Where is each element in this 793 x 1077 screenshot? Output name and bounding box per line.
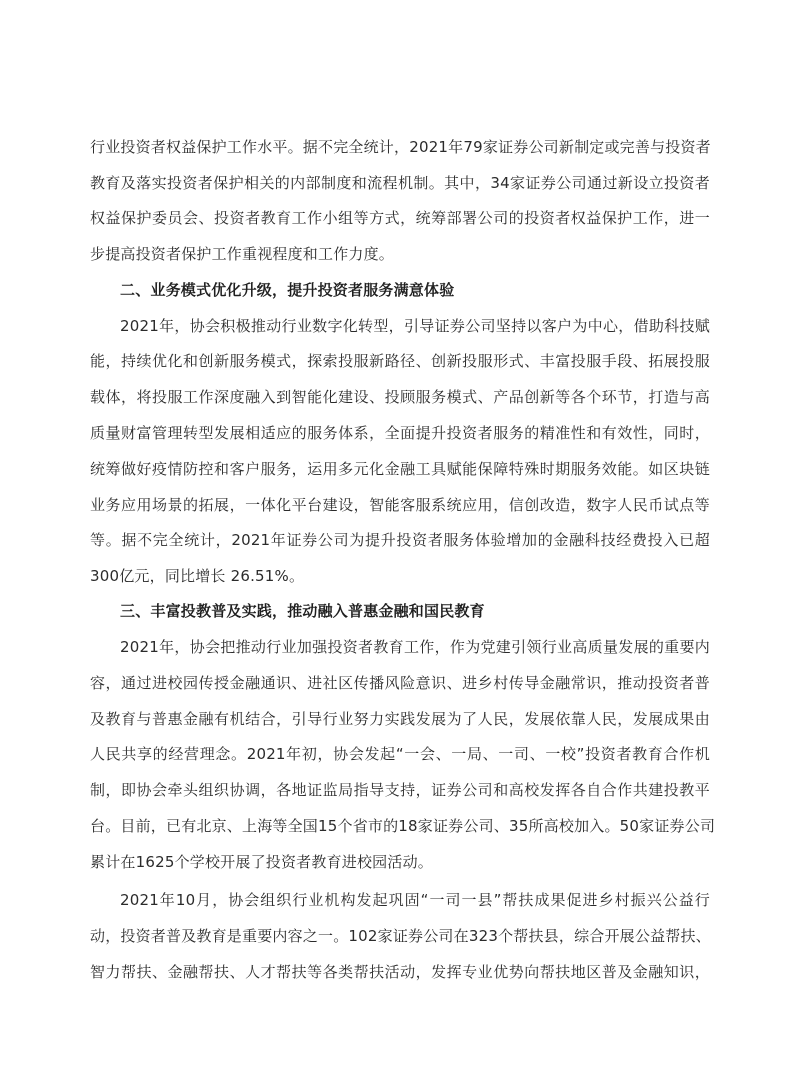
paragraph-1-line-3: 权益保护委员会、投资者教育工作小组等方式，统筹部署公司的投资者权益保护工作，进一 [90, 209, 710, 227]
paragraph-1-line-4: 步提高投资者保护工作重视程度和工作力度。 [90, 245, 395, 263]
section-heading-3: 三、丰富投教普及实践，推动融入普惠金融和国民教育 [120, 602, 485, 620]
paragraph-3-line-6: 台。目前，已有北京、上海等全国15个省市的18家证券公司、35所高校加入。50家证券公司 [90, 817, 716, 835]
paragraph-3-line-5: 制，即协会牵头组织协调，各地证监局指导支持，证券公司和高校发挥各自合作共建投教平 [90, 781, 710, 799]
paragraph-3-line-3: 及教育与普惠金融有机结合，引导行业努力实践发展为了人民，发展依靠人民，发展成果由 [90, 710, 710, 728]
paragraph-1-line-1: 行业投资者权益保护工作水平。据不完全统计，2021年79家证券公司新制定或完善与投资者 [90, 138, 711, 156]
section-heading-2: 二、业务模式优化升级，提升投资者服务满意体验 [120, 281, 455, 299]
paragraph-2-line-4: 质量财富管理转型发展相适应的服务体系，全面提升投资者服务的精准性和有效性，同时， [90, 424, 710, 442]
paragraph-4-line-1: 2021年10月，协会组织行业机构发起巩固“一司一县”帮扶成果促进乡村振兴公益行 [120, 891, 710, 909]
paragraph-2-line-7: 等。据不完全统计，2021年证券公司为提升投资者服务体验增加的金融科技经费投入已超 [90, 531, 710, 549]
paragraph-3-line-7: 累计在1625个学校开展了投资者教育进校园活动。 [90, 853, 433, 871]
paragraph-4-line-2: 动，投资者普及教育是重要内容之一。102家证券公司在323个帮扶县，综合开展公益帮扶、 [90, 927, 711, 945]
paragraph-3-line-2: 容，通过进校园传授金融通识、进社区传播风险意识、进乡村传导金融常识，推动投资者普 [90, 674, 710, 692]
paragraph-2-line-2: 能，持续优化和创新服务模式，探索投服新路径、创新投服形式、丰富投服手段、拓展投服 [90, 352, 710, 370]
paragraph-3-line-4: 人民共享的经营理念。2021年初，协会发起“一会、一局、一司、一校”投资者教育合作机 [90, 745, 710, 763]
paragraph-2-line-1: 2021年，协会积极推动行业数字化转型，引导证券公司坚持以客户为中心，借助科技赋 [120, 317, 710, 335]
paragraph-3-line-1: 2021年，协会把推动行业加强投资者教育工作，作为党建引领行业高质量发展的重要内 [120, 638, 710, 656]
paragraph-2-line-5: 统筹做好疫情防控和客户服务，运用多元化金融工具赋能保障特殊时期服务效能。如区块链 [90, 460, 710, 478]
paragraph-2-line-3: 载体，将投服工作深度融入到智能化建设、投顾服务模式、产品创新等各个环节，打造与高 [90, 388, 710, 406]
paragraph-2-line-6: 业务应用场景的拓展，一体化平台建设，智能客服系统应用，信创改造，数字人民币试点等 [90, 496, 710, 514]
paragraph-2-line-8: 300亿元，同比增长 26.51%。 [90, 567, 305, 585]
paragraph-4-line-3: 智力帮扶、金融帮扶、人才帮扶等各类帮扶活动，发挥专业优势向帮扶地区普及金融知识， [90, 963, 710, 981]
paragraph-1-line-2: 教育及落实投资者保护相关的内部制度和流程机制。其中，34家证券公司通过新设立投资者 [90, 174, 710, 192]
